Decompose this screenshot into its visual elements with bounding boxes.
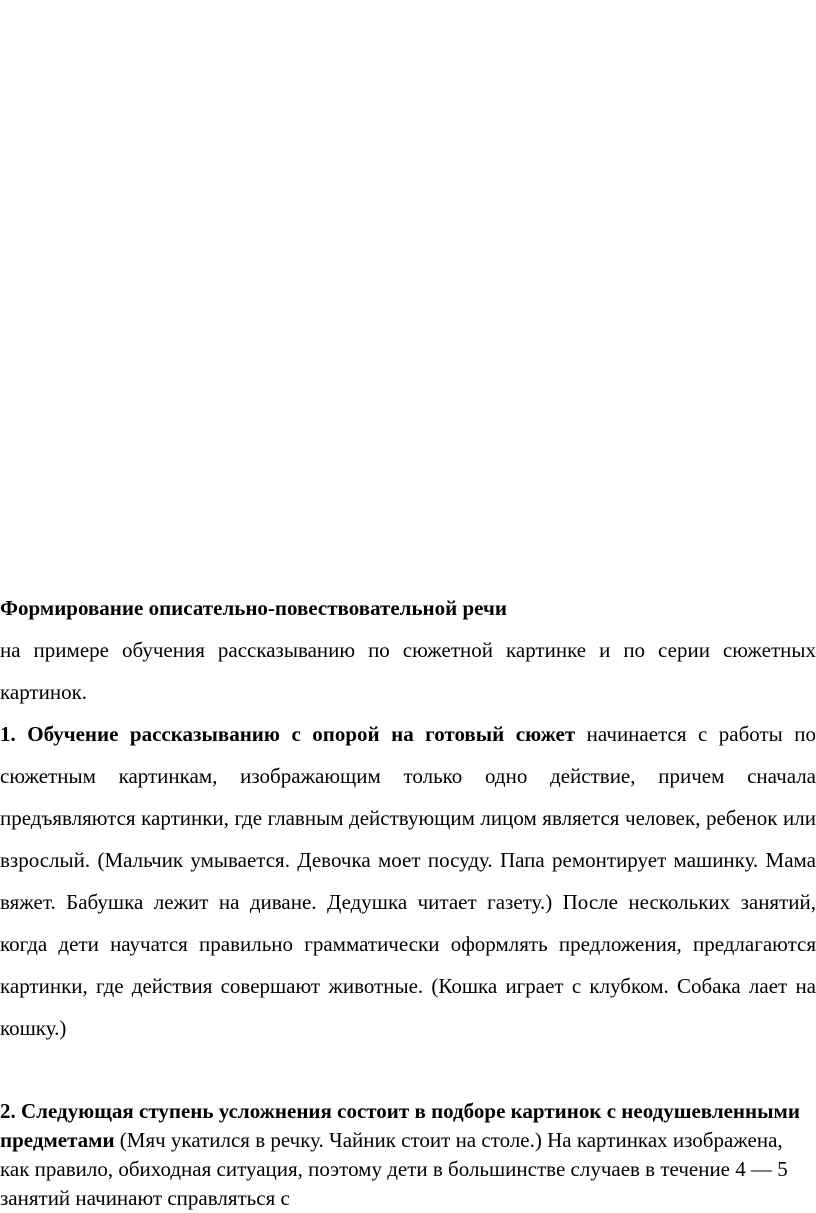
document-heading: Формирование описательно-повествовательной речи <box>0 596 507 620</box>
section-2-paragraph <box>0 1097 816 1213</box>
intro-paragraph: на примере обучения рассказыванию по сюжетной картинке и по серии сюжетных картинок. <box>0 638 816 704</box>
section-1-body: начинается с работы по сюжетным картинкам, изображающим только одно действие, причем сначала предъявляются картинки, где главным действующим лицом является человек, ребенок или взрослый. (Мальчик умывается. Девочка моет посуду. Папа ремонтирует машинку. Мама вяжет. Бабушка лежит на диване. Дедушка читает газету.) После нескольких занятий, когда дети научатся правильно грамматически оформлять предложения, предлагаются картинки, где действия совершают животные. (Кошка играет с клубком. Собака лает на кошку.) <box>0 722 816 1040</box>
section-1-lead: 1. Обучение рассказыванию с опорой на готовый сюжет <box>0 722 576 746</box>
section-2-body: (Мяч укатился в речку. Чайник стоит на столе.) На картинках изображена, как правило, обиходная ситуация, поэтому дети в большинстве случаев в течение 4 — 5 занятий начинают справляться с <box>0 1128 788 1210</box>
section-1-paragraph <box>0 713 816 1049</box>
section-2-lead: 2. Следующая ступень усложнения состоит в подборе картинок с неодушевленными предметами <box>0 1099 800 1152</box>
